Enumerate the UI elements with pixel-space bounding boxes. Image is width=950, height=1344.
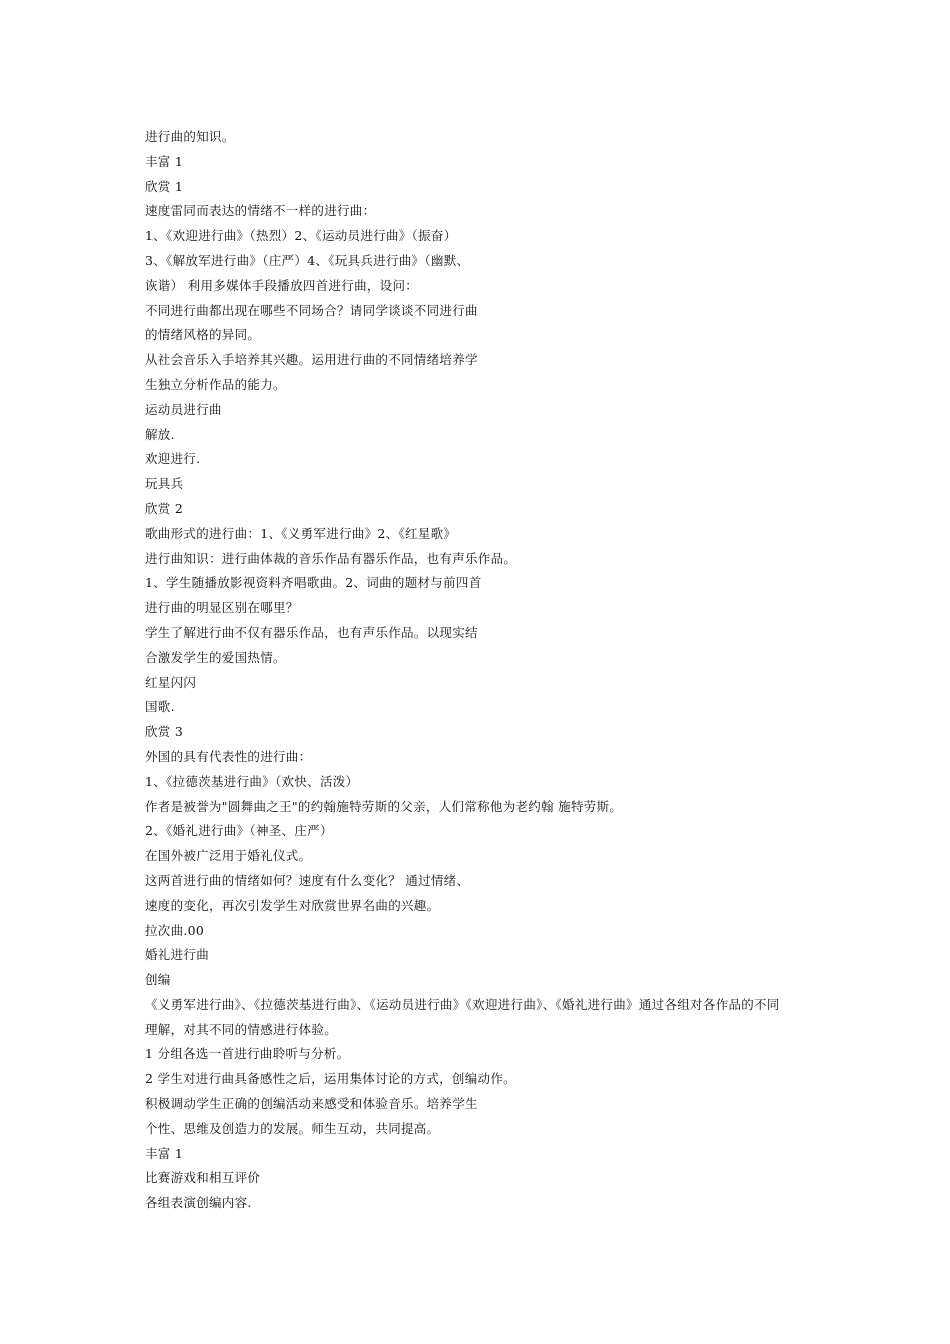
text-line: 欣赏 2 bbox=[145, 500, 184, 516]
text-line: 不同进行曲都出现在哪些不同场合？请同学谈谈不同进行曲 bbox=[145, 302, 478, 318]
text-line: 合激发学生的爱国热情。 bbox=[145, 649, 286, 665]
text-line: 各组表演创编内容. bbox=[145, 1195, 252, 1211]
text-line: 欣赏 1 bbox=[145, 178, 184, 194]
text-line: 1、《欢迎进行曲》（热烈）2、《运动员进行曲》（振奋） bbox=[145, 228, 457, 244]
text-line: 学生了解进行曲不仅有器乐作品，也有声乐作品。以现实结 bbox=[145, 624, 478, 640]
text-line: 红星闪闪 bbox=[145, 674, 197, 690]
text-line: 比赛游戏和相互评价 bbox=[145, 1170, 261, 1186]
document-body bbox=[145, 125, 825, 1216]
text-line: 3、《解放军进行曲》（庄严）4、《玩具兵进行曲》（幽默、 bbox=[145, 252, 470, 268]
text-line: 歌曲形式的进行曲：1、《义勇军进行曲》2、《红星歌》 bbox=[145, 525, 457, 541]
text-line: 理解，对其不同的情感进行体验。 bbox=[145, 1021, 338, 1037]
text-line: 解放. bbox=[145, 426, 175, 442]
text-line: 速度的变化，再次引发学生对欣赏世界名曲的兴趣。 bbox=[145, 897, 440, 913]
text-line: 《义勇军进行曲》、《拉德茨基进行曲》、《运动员进行曲》《欢迎进行曲》、《婚礼进行曲》通过各组对各作品的不同 bbox=[145, 996, 780, 1012]
text-line: 2 学生对进行曲具备感性之后，运用集体讨论的方式，创编动作。 bbox=[145, 1071, 516, 1087]
text-line: 婚礼进行曲 bbox=[145, 947, 210, 963]
text-line: 进行曲知识：进行曲体裁的音乐作品有器乐作品，也有声乐作品。 bbox=[145, 550, 517, 566]
text-line: 速度雷同而表达的情绪不一样的进行曲： bbox=[145, 203, 376, 219]
text-line: 的情绪风格的异同。 bbox=[145, 327, 261, 343]
text-line: 外国的具有代表性的进行曲： bbox=[145, 748, 312, 764]
text-line: 1、《拉德茨基进行曲》（欢快、活泼） bbox=[145, 773, 359, 789]
text-line: 从社会音乐入手培养其兴趣。运用进行曲的不同情绪培养学 bbox=[145, 352, 478, 368]
text-line: 1、学生随播放影视资料齐唱歌曲。2、词曲的题材与前四首 bbox=[145, 575, 482, 591]
text-line: 生独立分析作品的能力。 bbox=[145, 376, 286, 392]
text-line: 个性、思维及创造力的发展。师生互动，共同提高。 bbox=[145, 1120, 440, 1136]
text-line: 这两首进行曲的情绪如何？速度有什么变化？ 通过情绪、 bbox=[145, 872, 470, 888]
text-line: 进行曲的知识。 bbox=[145, 129, 235, 144]
text-line: 玩具兵 bbox=[145, 476, 184, 492]
text-line: 国歌. bbox=[145, 699, 175, 715]
text-line: 创编 bbox=[145, 972, 171, 988]
text-line: 2、《婚礼进行曲》（神圣、庄严） bbox=[145, 823, 333, 839]
text-line: 欣赏 3 bbox=[145, 724, 184, 740]
text-line: 在国外被广泛用于婚礼仪式。 bbox=[145, 848, 312, 864]
text-line: 诙谐） 利用多媒体手段播放四首进行曲，设问： bbox=[145, 277, 419, 293]
text-line: 进行曲的明显区别在哪里？ bbox=[145, 600, 299, 616]
text-line: 运动员进行曲 bbox=[145, 401, 222, 417]
text-line: 1 分组各选一首进行曲聆听与分析。 bbox=[145, 1046, 350, 1062]
text-line: 丰富 1 bbox=[145, 1145, 184, 1161]
text-line: 积极调动学生正确的创编活动来感受和体验音乐。培养学生 bbox=[145, 1096, 478, 1112]
text-line: 欢迎进行. bbox=[145, 451, 201, 467]
text-line: 丰富 1 bbox=[145, 153, 184, 169]
text-line: 拉次曲.00 bbox=[145, 922, 205, 938]
text-line: 作者是被誉为"圆舞曲之王"的约翰施特劳斯的父亲，人们常称他为老约翰 施特劳斯。 bbox=[145, 798, 623, 814]
